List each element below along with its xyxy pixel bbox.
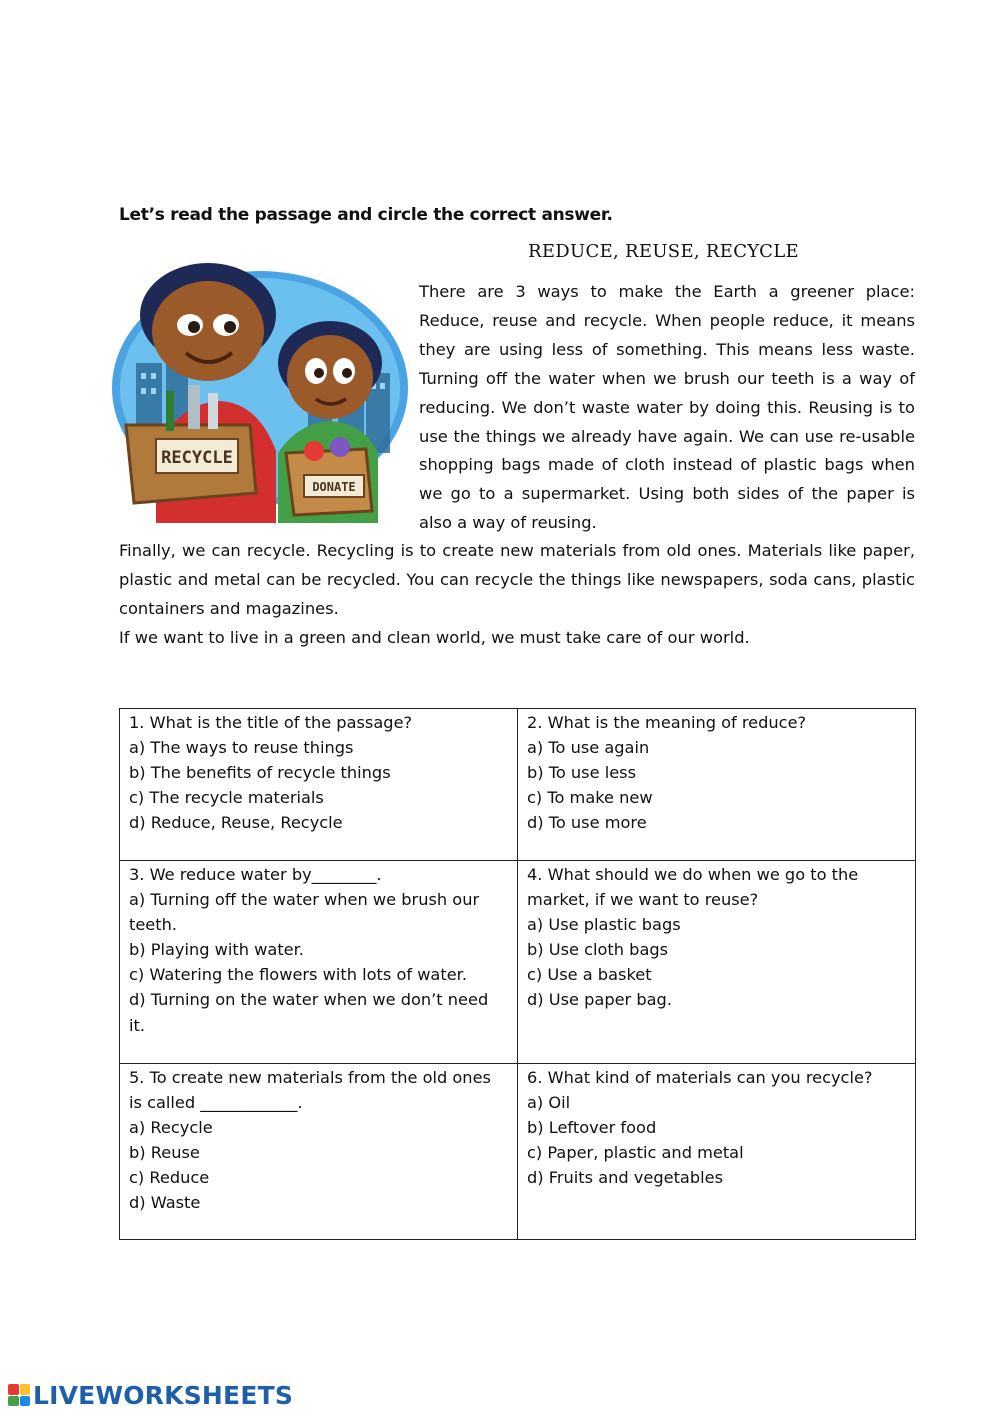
question-1-option-a[interactable]: a) The ways to reuse things bbox=[129, 738, 354, 758]
question-cell-2 bbox=[518, 709, 916, 861]
question-cell-3 bbox=[120, 861, 518, 1064]
question-5-option-d[interactable]: d) Waste bbox=[129, 1193, 201, 1213]
question-table bbox=[119, 708, 916, 1240]
question-6-option-b[interactable]: b) Leftover food bbox=[527, 1118, 657, 1138]
question-cell-4 bbox=[518, 861, 916, 1064]
question-6-option-a[interactable]: a) Oil bbox=[527, 1093, 571, 1113]
question-3-option-d[interactable]: d) Turning on the water when we don’t need it. bbox=[129, 990, 489, 1035]
question-4-option-c[interactable]: c) Use a basket bbox=[527, 965, 652, 985]
question-cell-1 bbox=[120, 709, 518, 861]
passage-title: REDUCE, REUSE, RECYCLE bbox=[528, 241, 799, 262]
logo-text: LIVEWORKSHEETS bbox=[33, 1380, 294, 1410]
question-1-option-c[interactable]: c) The recycle materials bbox=[129, 788, 324, 808]
question-2-text: 2. What is the meaning of reduce? bbox=[527, 713, 807, 732]
logo-square-1 bbox=[8, 1384, 19, 1395]
question-6-text: 6. What kind of materials can you recycle? bbox=[527, 1068, 873, 1087]
question-4-option-b[interactable]: b) Use cloth bags bbox=[527, 940, 669, 960]
question-2-option-b[interactable]: b) To use less bbox=[527, 763, 637, 783]
question-6-option-c[interactable]: c) Paper, plastic and metal bbox=[527, 1143, 744, 1163]
question-5-option-a[interactable]: a) Recycle bbox=[129, 1118, 213, 1138]
question-4-text: 4. What should we do when we go to the market, if we want to reuse? bbox=[527, 865, 859, 910]
question-1-option-d[interactable]: d) Reduce, Reuse, Recycle bbox=[129, 813, 343, 833]
passage-paragraph-full bbox=[119, 537, 915, 653]
question-1-text: 1. What is the title of the passage? bbox=[129, 713, 413, 732]
passage-closing: If we want to live in a green and clean world, we must take care of our world. bbox=[119, 627, 750, 647]
question-5-text: 5. To create new materials from the old ones is called ____________. bbox=[129, 1068, 491, 1113]
recycle-box-label: RECYCLE bbox=[161, 448, 233, 468]
question-2-option-d[interactable]: d) To use more bbox=[527, 813, 647, 833]
recycling-kids-illustration bbox=[108, 253, 408, 525]
question-5-option-b[interactable]: b) Reuse bbox=[129, 1143, 200, 1163]
question-2-option-c[interactable]: c) To make new bbox=[527, 788, 653, 808]
question-6-option-d[interactable]: d) Fruits and vegetables bbox=[527, 1168, 724, 1188]
donate-box-label: DONATE bbox=[312, 480, 356, 494]
question-cell-5 bbox=[120, 1064, 518, 1240]
question-3-option-c[interactable]: c) Watering the flowers with lots of water. bbox=[129, 965, 467, 985]
passage-text-2: Finally, we can recycle. Recycling is to create new materials from old ones. Materials like paper, plastic and metal can be recycled. You can recycle the things like newspapers, soda cans, plastic containers and magazines. bbox=[119, 541, 915, 618]
question-3-option-a[interactable]: a) Turning off the water when we brush our teeth. bbox=[129, 890, 480, 935]
question-1-option-b[interactable]: b) The benefits of recycle things bbox=[129, 763, 391, 783]
logo-square-2 bbox=[20, 1384, 31, 1395]
question-2-option-a[interactable]: a) To use again bbox=[527, 738, 650, 758]
logo-square-3 bbox=[8, 1396, 19, 1407]
passage-text-1: There are 3 ways to make the Earth a greener place: Reduce, reuse and recycle. When people reduce, it means they are using less of something. This means less waste. Turning off the water when we brush our teeth is a way of reducing. We don’t waste water by doing this. Reusing is to use the things we already have again. We can use re-usable shopping bags made of cloth instead of plastic bags when we go to a supermarket. Using both sides of the paper is also a way of reusing. bbox=[419, 282, 915, 533]
logo-square-4 bbox=[20, 1396, 31, 1407]
instruction-text: Let’s read the passage and circle the correct answer. bbox=[119, 205, 613, 225]
passage-paragraph-wrapped bbox=[419, 278, 915, 538]
liveworksheets-logo[interactable] bbox=[8, 1380, 293, 1410]
question-cell-6 bbox=[518, 1064, 916, 1240]
question-5-option-c[interactable]: c) Reduce bbox=[129, 1168, 210, 1188]
question-3-option-b[interactable]: b) Playing with water. bbox=[129, 940, 304, 960]
logo-grid-icon bbox=[8, 1384, 30, 1406]
question-4-option-d[interactable]: d) Use paper bag. bbox=[527, 990, 672, 1010]
question-3-text: 3. We reduce water by________. bbox=[129, 865, 382, 884]
question-4-option-a[interactable]: a) Use plastic bags bbox=[527, 915, 681, 935]
